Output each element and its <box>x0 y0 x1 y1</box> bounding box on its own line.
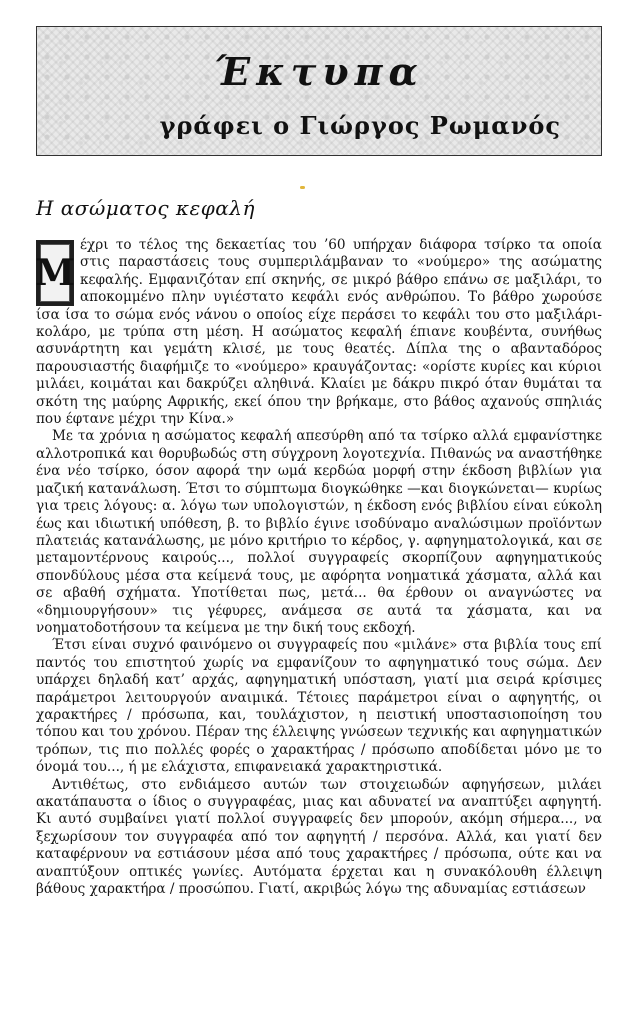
drop-cap <box>36 240 74 306</box>
decorative-speck <box>300 186 305 189</box>
paragraph-3: Έτσι είναι συχνό φαινόμενο οι συγγραφείς που «μιλάνε» στα βιβλία τους επί παντός του επιστητού χωρίς να εμφανίζουν το αφηγηματικό τους σώμα. Δεν υπάρχει δηλαδή κατ’ αρχάς, αφηγηματική υπόσταση, γιατί μια σειρά κρίσιμες παράμετροι λειτουργούν αναιμικά. Τέτοιες παράμετροι είναι ο αφηγητής, οι χαρακτήρες / πρόσωπα, και, τουλάχιστον, η πειστική υποστασιοποίηση του τόπου και του χρόνου. Πέραν της έλλειψης γνώσεων τεχνικής και αφηγηματικών τρόπων, τις πιο πολλές φορές ο χαρακτήρας / πρόσωπο αποδίδεται μόνο με το όνομά του..., ή με ελάχιστα, επιφανειακά χαρακτηριστικά. <box>36 637 602 776</box>
paragraph-2: Με τα χρόνια η ασώματος κεφαλή απεσύρθη από τα τσίρκο αλλά εμφανίστηκε αλλοτροπικά και θορυβωδώς στη σύγχρονη λογοτεχνία. Πιθανώς να αναστήθηκε ένα νέο τσίρκο, όσον αφορά την ωμά κερδώα μορφή στην έκδοση βιβλίων για μαζική κατανάλωση. Έτσι το σύμπτωμα διογκώθηκε —και διογκώνεται— κυρίως για τρεις λόγους: α. λόγω των υπολογιστών, η έκδοση ενός βιβλίου είναι εύκολη έως και ιδιωτική υπόθεση, β. το βιβλίο έγινε ισοδύναμο αναλώσιμων προϊόντων πλατειάς κατανάλωσης, με μόνο κριτήριο το κέρδος, γ. αφηγηματολογικά, και σε μεταμοντέρνους καιρούς..., πολλοί συγγραφείς σκορπίζουν αφηγηματικούς σπονδύλους μέσα στα κείμενά τους, με αφόρητα νοηματικά χάσματα, αλλά και σε αβαθή σχήματα. Υποτίθεται πως, μετά... θα έρθουν οι αναγνώστες να «δημιουργήσουν» τις γέφυρες, ανάμεσα σε αυτά τα χάσματα, και να νοηματοδοτήσουν τα κείμενα με την δική τους εκδοχή. <box>36 428 602 636</box>
column-title: Έκτυπα <box>214 49 424 94</box>
article-body <box>36 237 602 898</box>
drop-cap-letter: Μ <box>40 244 70 302</box>
article-title: Η ασώματος κεφαλή <box>36 196 255 220</box>
byline: γράφει ο Γιώργος Ρωμανός <box>159 111 561 140</box>
paragraph-1-text: έχρι το τέλος της δεκαετίας του ’60 υπήρχαν διάφορα τσίρκο τα οποία στις παραστάσεις τους συμπεριλάμβαναν το «νούμερο» της ασώματης κεφαλής. Εμφανιζόταν επί σκηνής, σε μικρό βάθρο επάνω σε μαξιλάρι, το αποκομμένο πλην υγιέστατο κεφάλι ενός ανθρώπου. Το βάθρο χωρούσε ίσα ίσα το σώμα ενός νάνου ο οποίος είχε περάσει το κεφάλι του στο μαξιλάρι-κολάρο, με τρύπα στη μέση. Η ασώματος κεφαλή έπιανε κουβέντα, συνήθως ασυνάρτητη και γεμάτη κλισέ, με τους θεατές. Δίπλα της ο αβανταδόρος παρουσιαστής διαφήμιζε το «νούμερο» κραυγάζοντας: «ορίστε κυρίες και κύριοι μιλάει, κοιμάται και δακρύζει αληθινά. Κλαίει με δάκρυ πικρό όταν θυμάται τα σκότη της μαύρης Αφρικής, εκεί όπου την βρήκαμε, στο βάθος αχανούς σπηλιάς που έφτανε μέχρι την Κίνα.» <box>36 237 602 428</box>
header-banner <box>36 26 602 156</box>
paragraph-4: Αντιθέτως, στο ενδιάμεσο αυτών των στοιχειωδών αφηγήσεων, μιλάει ακατάπαυστα ο ίδιος ο συγγραφέας, μιας και αδυνατεί να αναπτύξει αφηγητή. Κι αυτό συμβαίνει γιατί πολλοί συγγραφείς δεν μπορούν, ακόμη σήμερα..., να ξεχωρίσουν τον συγγραφέα από τον αφηγητή / περσόνα. Αλλά, και γιατί δεν καταφέρνουν να εστιάσουν μέσα από τους χαρακτήρες / πρόσωπα, ούτε και να αναπτύξουν οπτικές γωνίες. Αυτόματα έρχεται και η συνακόλουθη έλλειψη βάθους χαρακτήρα / προσώπου. Γιατί, ακριβώς λόγω της αδυναμίας εστιάσεων <box>36 776 602 898</box>
paragraph-1 <box>36 237 602 428</box>
